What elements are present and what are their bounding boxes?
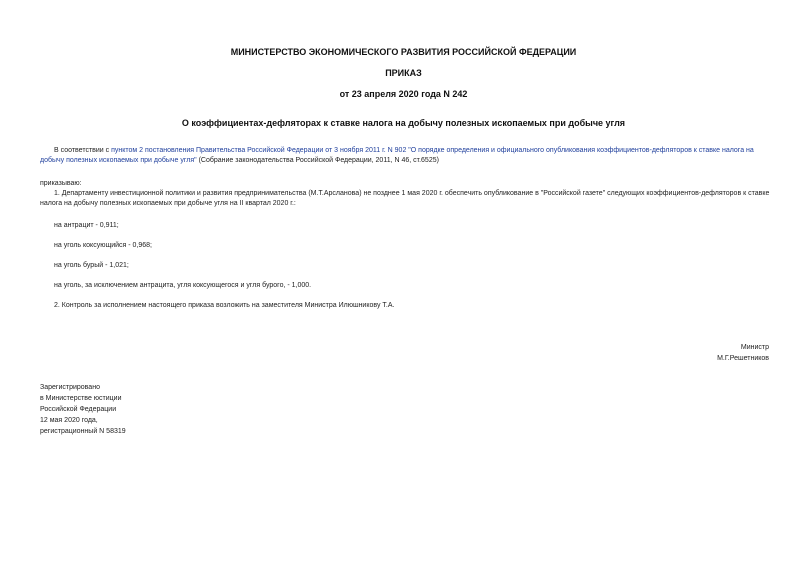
intro-suffix: (Собрание законодательства Российской Федерации, 2011, N 46, ст.6525) [196,157,439,164]
registration-line: в Министерстве юстиции [40,395,122,402]
registration-line: Российской Федерации [40,406,117,413]
item-1-paragraph: 1. Департаменту инвестиционной политики и развития предпринимательства (М.Т.Арсланова) не позднее 1 мая 2020 г. обеспечить опубликование в "Российской газете" следующих коэффициентов-дефляторов к ставке налога на добычу полезных ископаемых при добыче угля на II квартал 2020 г.: [40,190,770,207]
registration-date: 12 мая 2020 года, [40,417,98,424]
coefficient-item: на уголь коксующийся - 0,968; [54,242,152,249]
registration-number: регистрационный N 58319 [40,428,126,435]
signature-position: Министр [740,344,769,351]
prikazyvayu-text: приказываю: [40,180,82,187]
ministry-heading: МИНИСТЕРСТВО ЭКОНОМИЧЕСКОГО РАЗВИТИЯ РОССИЙСКОЙ ФЕДЕРАЦИИ [230,47,577,57]
intro-prefix: В соответствии с [54,147,112,154]
coefficient-item: на уголь, за исключением антрацита, угля коксующегося и угля бурого, - 1,000. [54,282,312,289]
document-title: О коэффициентах-дефляторах к ставке налога на добычу полезных ископаемых при добыче угля [181,118,626,128]
signature-name: М.Г.Решетников [717,355,769,362]
item-2-paragraph: 2. Контроль за исполнением настоящего приказа возложить на заместителя Министра Илюшникову Т.А. [54,302,395,309]
date-number: от 23 апреля 2020 года N 242 [339,89,468,99]
intro-paragraph [40,146,770,166]
registration-line: Зарегистрировано [40,384,100,391]
coefficient-item: на уголь бурый - 1,021; [54,262,129,269]
coefficient-item: на антрацит - 0,911; [54,222,119,229]
document-type: ПРИКАЗ [385,68,422,78]
decree-link[interactable]: пунктом 2 постановления Правительства Российской Федерации от 3 ноября 2011 г. N 902 "О порядке определения и официального опубликования коэффициентов-дефляторов к ставке налога на добычу полезных ископаемых при добыче угля" [40,147,754,164]
